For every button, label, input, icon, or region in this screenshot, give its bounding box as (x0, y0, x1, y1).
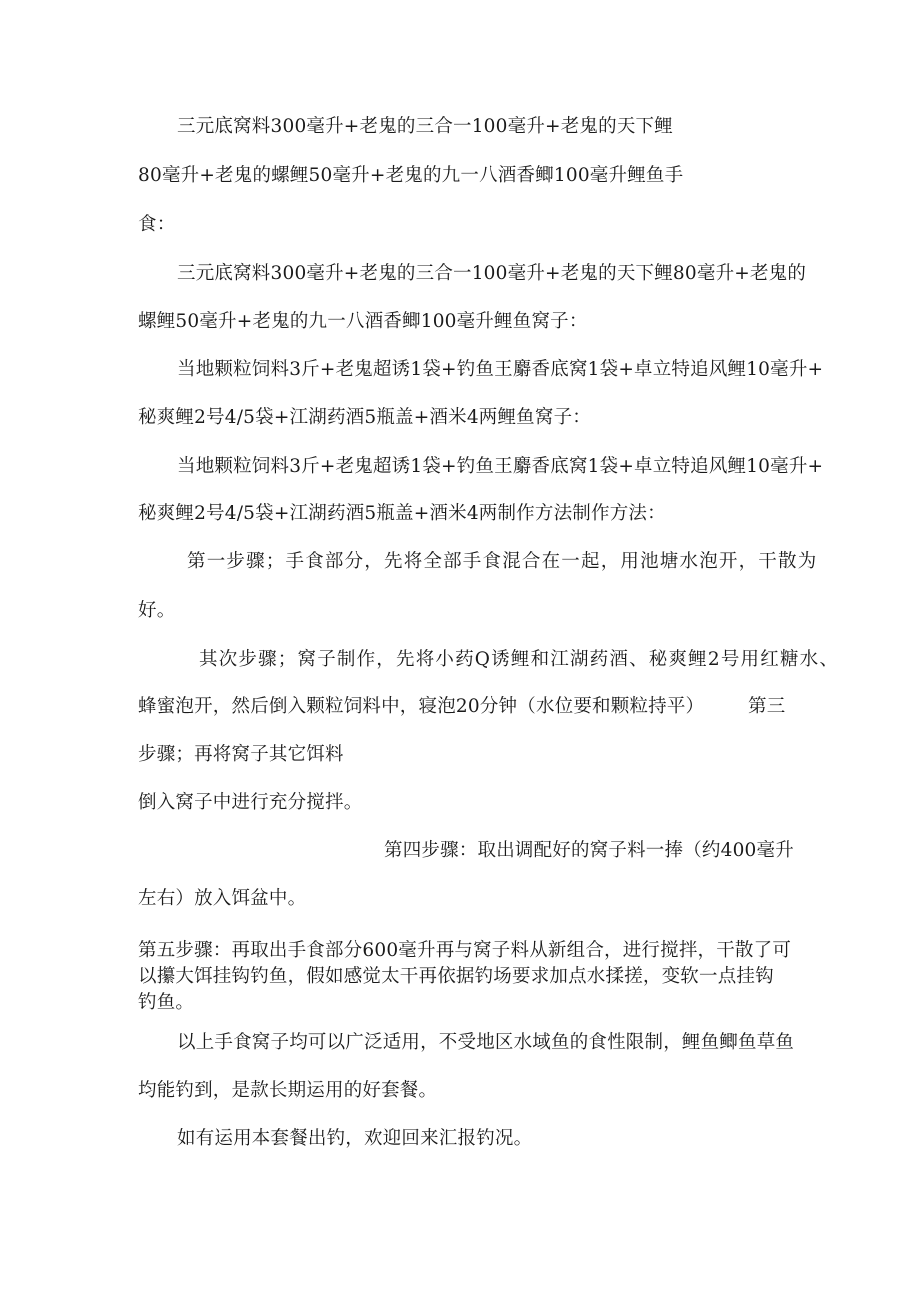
paragraph-line: 钓鱼。 (138, 992, 195, 1013)
paragraph-line: 左右）放入饵盆中。 (138, 888, 307, 909)
paragraph-line: 三元底窝料300毫升+老鬼的三合一100毫升+老鬼的天下鲤80毫升+老鬼的 (177, 263, 807, 284)
paragraph-line: 其次步骤；窝子制作，先将小药Q诱鲤和江湖药酒、秘爽鲤2号用红糖水、 (199, 649, 840, 670)
paragraph-line: 当地颗粒饲料3斤+老鬼超诱1袋+钓鱼王麝香底窝1袋+卓立特追风鲤10毫升+ (177, 456, 824, 477)
paragraph-line: 蜂蜜泡开，然后倒入颗粒饲料中，寝泡20分钟（水位要和颗粒持平） (138, 696, 705, 717)
paragraph-line: 80毫升+老鬼的螺鲤50毫升+老鬼的九一八酒香鲫100毫升鲤鱼手 (138, 165, 684, 186)
paragraph-line: 食： (138, 214, 176, 235)
paragraph-line: 步骤；再将窝子其它饵料 (138, 744, 344, 765)
paragraph-line: 秘爽鲤2号4/5袋+江湖药酒5瓶盖+酒米4两鲤鱼窝子： (138, 407, 591, 428)
paragraph-line: 以攥大饵挂钩钓鱼，假如感觉太干再依据钓场要求加点水揉搓，变软一点挂钩 (138, 966, 774, 987)
paragraph-line: 第一步骤；手食部分，先将全部手食混合在一起，用池塘水泡开，干散为 (187, 551, 818, 572)
paragraph-line: 如有运用本套餐出钓，欢迎回来汇报钓况。 (177, 1128, 533, 1149)
paragraph-line: 均能钓到，是款长期运用的好套餐。 (138, 1080, 438, 1101)
paragraph-line: 当地颗粒饲料3斤+老鬼超诱1袋+钓鱼王麝香底窝1袋+卓立特追风鲤10毫升+ (177, 359, 824, 380)
paragraph-line: 秘爽鲤2号4/5袋+江湖药酒5瓶盖+酒米4两制作方法制作方法： (138, 503, 666, 524)
paragraph-line: 螺鲤50毫升+老鬼的九一八酒香鲫100毫升鲤鱼窝子： (138, 311, 588, 332)
paragraph-line: 倒入窝子中进行充分搅拌。 (138, 792, 363, 813)
paragraph-line: 三元底窝料300毫升+老鬼的三合一100毫升+老鬼的天下鲤 (177, 116, 673, 137)
paragraph-line: 好。 (138, 600, 176, 621)
paragraph-line: 第四步骤：取出调配好的窝子料一捧（约400毫升 (384, 840, 794, 861)
paragraph-line: 第三 (748, 696, 786, 717)
paragraph-line: 第五步骤：再取出手食部分600毫升再与窝子料从新组合，进行搅拌，干散了可 (138, 940, 792, 961)
paragraph-line: 以上手食窝子均可以广泛适用，不受地区水域鱼的食性限制，鲤鱼鲫鱼草鱼 (177, 1032, 795, 1053)
